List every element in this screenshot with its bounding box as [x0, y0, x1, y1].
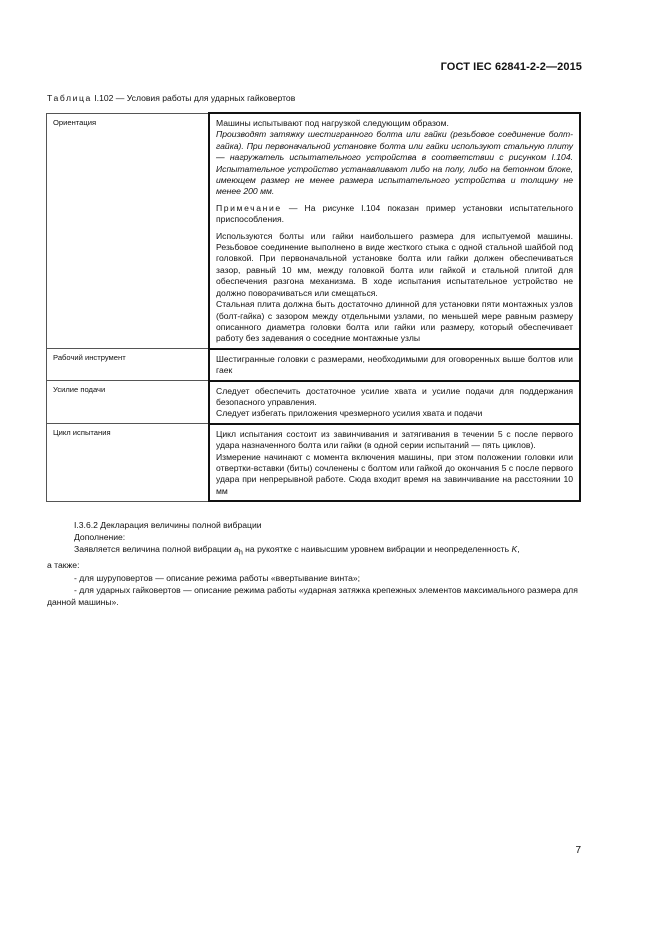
content-line: Измерение начинают с момента включения машины, при этом положении головки или отвертки-вставки (биты) сочленены с болтом или гайкой до окончания 5 с после первого удара при непрерывной работе. Сюда входит время на завинчивание на расстоянии 10 мм — [216, 451, 573, 496]
row-label-orientation: Ориентация — [47, 113, 210, 349]
table-caption-label: Таблица — [47, 93, 92, 103]
also-text: а также: — [47, 560, 80, 571]
row-content-test-cycle — [209, 424, 580, 501]
row-content-feed-force — [209, 381, 580, 424]
declaration-text: Заявляется величина полной вибрации — [74, 544, 235, 555]
content-line: Стальная плита должна быть достаточно длинной для установки пяти монтажных узлов (болт-гайка) с зазором между отдельными узлами, по меньшей мере равным размеру описанного диаметра головки болта или гайки или размеру, который обеспечивает работу без задевания о соседние монтажные узлы — [216, 299, 573, 344]
content-line: Производят затяжку шестигранного болта или гайки (резьбовое соединение болт-гайка). При первоначальной установке болта или гайки используют стальную плиту — нагружатель испытательного устройства в соответствии с рисунком I.104. Испытательное устройство устанавливают либо на полу, либо на бетонном блоке, имеющем размер не менее размера испытательного устройства и толщину не менее 200 мм. — [216, 129, 573, 197]
row-content-orientation — [209, 113, 580, 349]
row-label-feed-force: Усилие подачи — [47, 381, 210, 424]
content-line: Используются болты или гайки наибольшего размера для испытуемой машины. Резьбовое соединение выполнено в виде жесткого стыка с одной стальной шайбой под головкой. При первоначальной установке болта или гайки должен обеспечиваться зазор, равный 10 мм, между головкой болта или гайкой и стальной плитой для обеспечения разгона механизма. В ходе испытания испытательное устройство не должно поворачиваться или смещаться. — [216, 230, 573, 298]
note-text: — На рисунке I.104 показан пример установки испытательного приспособления. — [216, 202, 573, 225]
content-line: Машины испытывают под нагрузкой следующим образом. — [216, 118, 449, 128]
content-line: Следует избегать приложения чрезмерного усилия хвата и подачи — [216, 408, 483, 419]
vibration-subscript: h — [238, 549, 243, 558]
page-number: 7 — [575, 845, 581, 856]
note-paragraph — [216, 203, 573, 226]
declaration-text: на рукоятке с наивысшим уровнем вибрации и неопределенность — [242, 544, 512, 555]
content-line: Следует обеспечить достаточное усилие хвата и усилие подачи для поддержания безопасного управления. — [216, 385, 573, 407]
conditions-table — [46, 112, 581, 502]
row-content-tool — [209, 349, 580, 381]
table-caption-title: I.102 — Условия работы для ударных гайковертов — [91, 93, 296, 103]
table-row — [47, 381, 581, 424]
declaration-text: , — [517, 544, 520, 555]
note-label: Примечание — [216, 202, 282, 213]
content-line: Шестигранные головки с размерами, необходимыми для оговоренных выше болтов или гаек — [216, 353, 573, 376]
uncertainty-symbol: K — [511, 544, 518, 555]
row-label-test-cycle: Цикл испытания — [47, 424, 210, 501]
section-heading: I.3.6.2 Декларация величины полной вибрации — [74, 520, 262, 530]
table-caption — [47, 93, 295, 103]
row-label-tool: Рабочий инструмент — [47, 349, 210, 381]
list-item: - для ударных гайковертов — описание режима работы «ударная затяжка крепежных элементов максимального размера для данной машины». — [47, 584, 578, 607]
table-row — [47, 349, 581, 381]
vibration-symbol: a — [234, 544, 239, 555]
declaration-paragraph — [47, 543, 582, 559]
table-row — [47, 113, 581, 349]
body-text — [47, 519, 582, 608]
document-header: ГОСТ IEC 62841-2-2—2015 — [440, 61, 582, 73]
table-row — [47, 424, 581, 501]
addition-label: Дополнение: — [74, 532, 126, 543]
list-item: - для шуруповертов — описание режима работы «ввертывание винта»; — [74, 572, 361, 583]
content-line: Цикл испытания состоит из завинчивания и затягивания в течении 5 с после первого удара назначенного болта или гайки (в одной серии испытаний — пять циклов). — [216, 428, 573, 451]
